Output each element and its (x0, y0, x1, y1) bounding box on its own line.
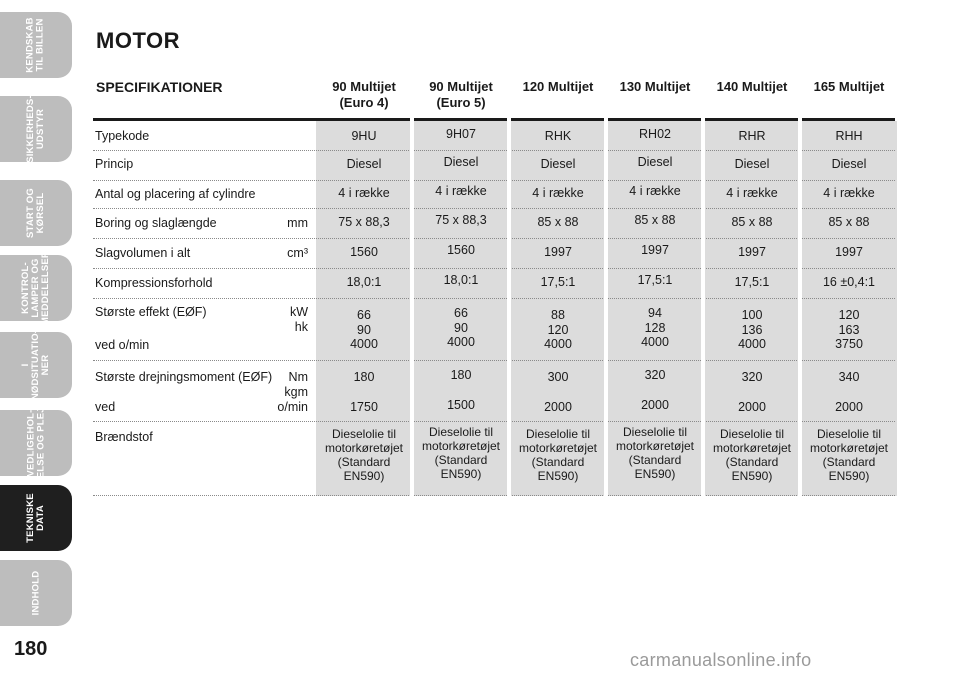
row-label-cylindre: Antal og placering af cylindre (95, 187, 256, 201)
row-divider (93, 238, 895, 239)
cell-cylindre: 4 i række (726, 186, 778, 200)
column-header: 165 Multijet (813, 79, 885, 94)
unit-kw: kW (289, 305, 308, 319)
cell-typekode: RHH (835, 129, 863, 143)
row-label-slagvolumen: Slagvolumen i alt (95, 246, 191, 260)
tab-label: KENDSKAB TIL BILLEN (25, 17, 46, 73)
row-divider (93, 208, 895, 209)
cell-typekode: 9H07 (446, 127, 476, 141)
cell-moment-rpm: 1500 (447, 398, 475, 412)
cell-moment: 300 (547, 370, 569, 384)
row-label-kompression: Kompressionsforhold (95, 276, 213, 290)
cell-braendstof: Dieselolie til motorkøretøjet (Standard EN590) (421, 425, 500, 481)
unit-nm: Nm (288, 370, 308, 384)
row-label-ved-omin: ved o/min (95, 338, 150, 352)
column-header: 90 Multijet (Euro 5) (429, 79, 493, 110)
table-header-label: SPECIFIKATIONER (96, 79, 223, 95)
cell-slagvolumen: 1997 (544, 245, 572, 259)
tab-kontrollamper[interactable] (0, 251, 72, 325)
tab-start-og-korsel[interactable] (0, 180, 72, 246)
header-rule (93, 118, 895, 121)
tab-tekniske-data[interactable] (0, 485, 72, 551)
cell-princip: Diesel (831, 157, 867, 171)
cell-kompression: 18,0:1 (443, 273, 479, 287)
cell-moment-rpm: 2000 (738, 400, 766, 414)
cell-moment: 320 (741, 370, 763, 384)
side-tab-bar (0, 0, 75, 677)
unit-mm: mm (287, 216, 308, 230)
cell-kompression: 18,0:1 (346, 275, 382, 289)
cell-cylindre: 4 i række (435, 184, 487, 198)
column-header: 120 Multijet (522, 79, 594, 94)
unit-kgm: kgm (284, 385, 308, 399)
page-title: MOTOR (96, 28, 180, 53)
cell-effekt: 66 90 4000 (350, 308, 378, 351)
cell-braendstof: Dieselolie til motorkøretøjet (Standard EN590) (324, 427, 403, 483)
cell-moment: 340 (838, 370, 860, 384)
cell-moment-rpm: 2000 (544, 400, 572, 414)
cell-braendstof: Dieselolie til motorkøretøjet (Standard EN590) (712, 427, 791, 483)
cell-boring: 85 x 88 (828, 215, 870, 229)
cell-slagvolumen: 1997 (738, 245, 766, 259)
unit-cm3: cm³ (287, 246, 308, 260)
tab-vedligeholdelse[interactable] (0, 400, 72, 486)
cell-braendstof: Dieselolie til motorkøretøjet (Standard EN590) (518, 427, 597, 483)
row-divider (93, 421, 895, 422)
tab-label: SIKKERHEDS- UDSTYR (25, 95, 46, 163)
cell-moment: 180 (353, 370, 375, 384)
tab-sikkerhedsudstyr[interactable] (0, 96, 72, 162)
cell-princip: Diesel (734, 157, 770, 171)
row-divider (93, 268, 895, 269)
row-label-effekt: Største effekt (EØF) (95, 305, 207, 319)
tab-label: INDHOLD (30, 570, 41, 616)
cell-princip: Diesel (443, 155, 479, 169)
unit-omin: o/min (277, 400, 308, 414)
tab-label: START OG KØRSEL (24, 188, 46, 238)
cell-typekode: RHR (738, 129, 766, 143)
cell-boring: 75 x 88,3 (435, 213, 487, 227)
row-divider (93, 150, 895, 151)
row-label-princip: Princip (95, 157, 134, 171)
cell-typekode: RHK (544, 129, 572, 143)
cell-typekode: 9HU (351, 129, 377, 143)
cell-moment: 320 (644, 368, 666, 382)
cell-princip: Diesel (540, 157, 576, 171)
cell-moment-rpm: 1750 (350, 400, 378, 414)
cell-cylindre: 4 i række (629, 184, 681, 198)
cell-effekt: 66 90 4000 (447, 306, 475, 349)
cell-effekt: 88 120 4000 (544, 308, 572, 351)
cell-cylindre: 4 i række (823, 186, 875, 200)
cell-slagvolumen: 1560 (447, 243, 475, 257)
cell-braendstof: Dieselolie til motorkøretøjet (Standard EN590) (809, 427, 888, 483)
tab-label: KONTROL- LAMPER OG MEDDELELSER (20, 251, 52, 325)
cell-slagvolumen: 1560 (350, 245, 378, 259)
cell-slagvolumen: 1997 (835, 245, 863, 259)
row-divider (93, 495, 895, 496)
row-divider (93, 180, 895, 181)
cell-princip: Diesel (346, 157, 382, 171)
cell-effekt: 120 163 3750 (835, 308, 863, 351)
row-divider (93, 298, 895, 299)
row-label-braendstof: Brændstof (95, 430, 153, 444)
cell-boring: 85 x 88 (537, 215, 579, 229)
cell-moment: 180 (450, 368, 472, 382)
row-label-moment: Største drejningsmoment (EØF) (95, 370, 273, 384)
cell-effekt: 100 136 4000 (738, 308, 766, 351)
cell-princip: Diesel (637, 155, 673, 169)
cell-typekode: RH02 (639, 127, 671, 141)
tab-nodsituationer[interactable] (0, 329, 72, 401)
cell-kompression: 17,5:1 (637, 273, 673, 287)
row-label-ved: ved (95, 400, 116, 414)
column-header: 130 Multijet (619, 79, 691, 94)
cell-slagvolumen: 1997 (641, 243, 669, 257)
cell-kompression: 16 ±0,4:1 (822, 275, 876, 289)
tab-kendskab[interactable] (0, 12, 72, 78)
cell-moment-rpm: 2000 (641, 398, 669, 412)
tab-label: I NØDSITUATIO- NER (20, 329, 51, 401)
row-divider (93, 360, 895, 361)
page-number: 180 (14, 638, 48, 660)
cell-boring: 85 x 88 (634, 213, 676, 227)
tab-label: VEDLIGEHOL- DELSE OG PLEJE (25, 400, 47, 486)
cell-boring: 75 x 88,3 (338, 215, 390, 229)
cell-moment-rpm: 2000 (835, 400, 863, 414)
cell-kompression: 17,5:1 (734, 275, 770, 289)
tab-label: TEKNISKE DATA (24, 493, 46, 543)
cell-braendstof: Dieselolie til motorkøretøjet (Standard EN590) (615, 425, 694, 481)
column-header: 140 Multijet (716, 79, 788, 94)
watermark-text: carmanualsonline.info (630, 650, 812, 670)
row-label-typekode: Typekode (95, 129, 150, 143)
cell-effekt: 94 128 4000 (641, 306, 669, 349)
unit-hk: hk (294, 320, 308, 334)
column-header: 90 Multijet (Euro 4) (332, 79, 396, 110)
cell-kompression: 17,5:1 (540, 275, 576, 289)
cell-cylindre: 4 i række (338, 186, 390, 200)
row-label-boring: Boring og slaglængde (95, 216, 217, 230)
cell-boring: 85 x 88 (731, 215, 773, 229)
tab-indhold[interactable] (0, 560, 72, 626)
cell-cylindre: 4 i række (532, 186, 584, 200)
